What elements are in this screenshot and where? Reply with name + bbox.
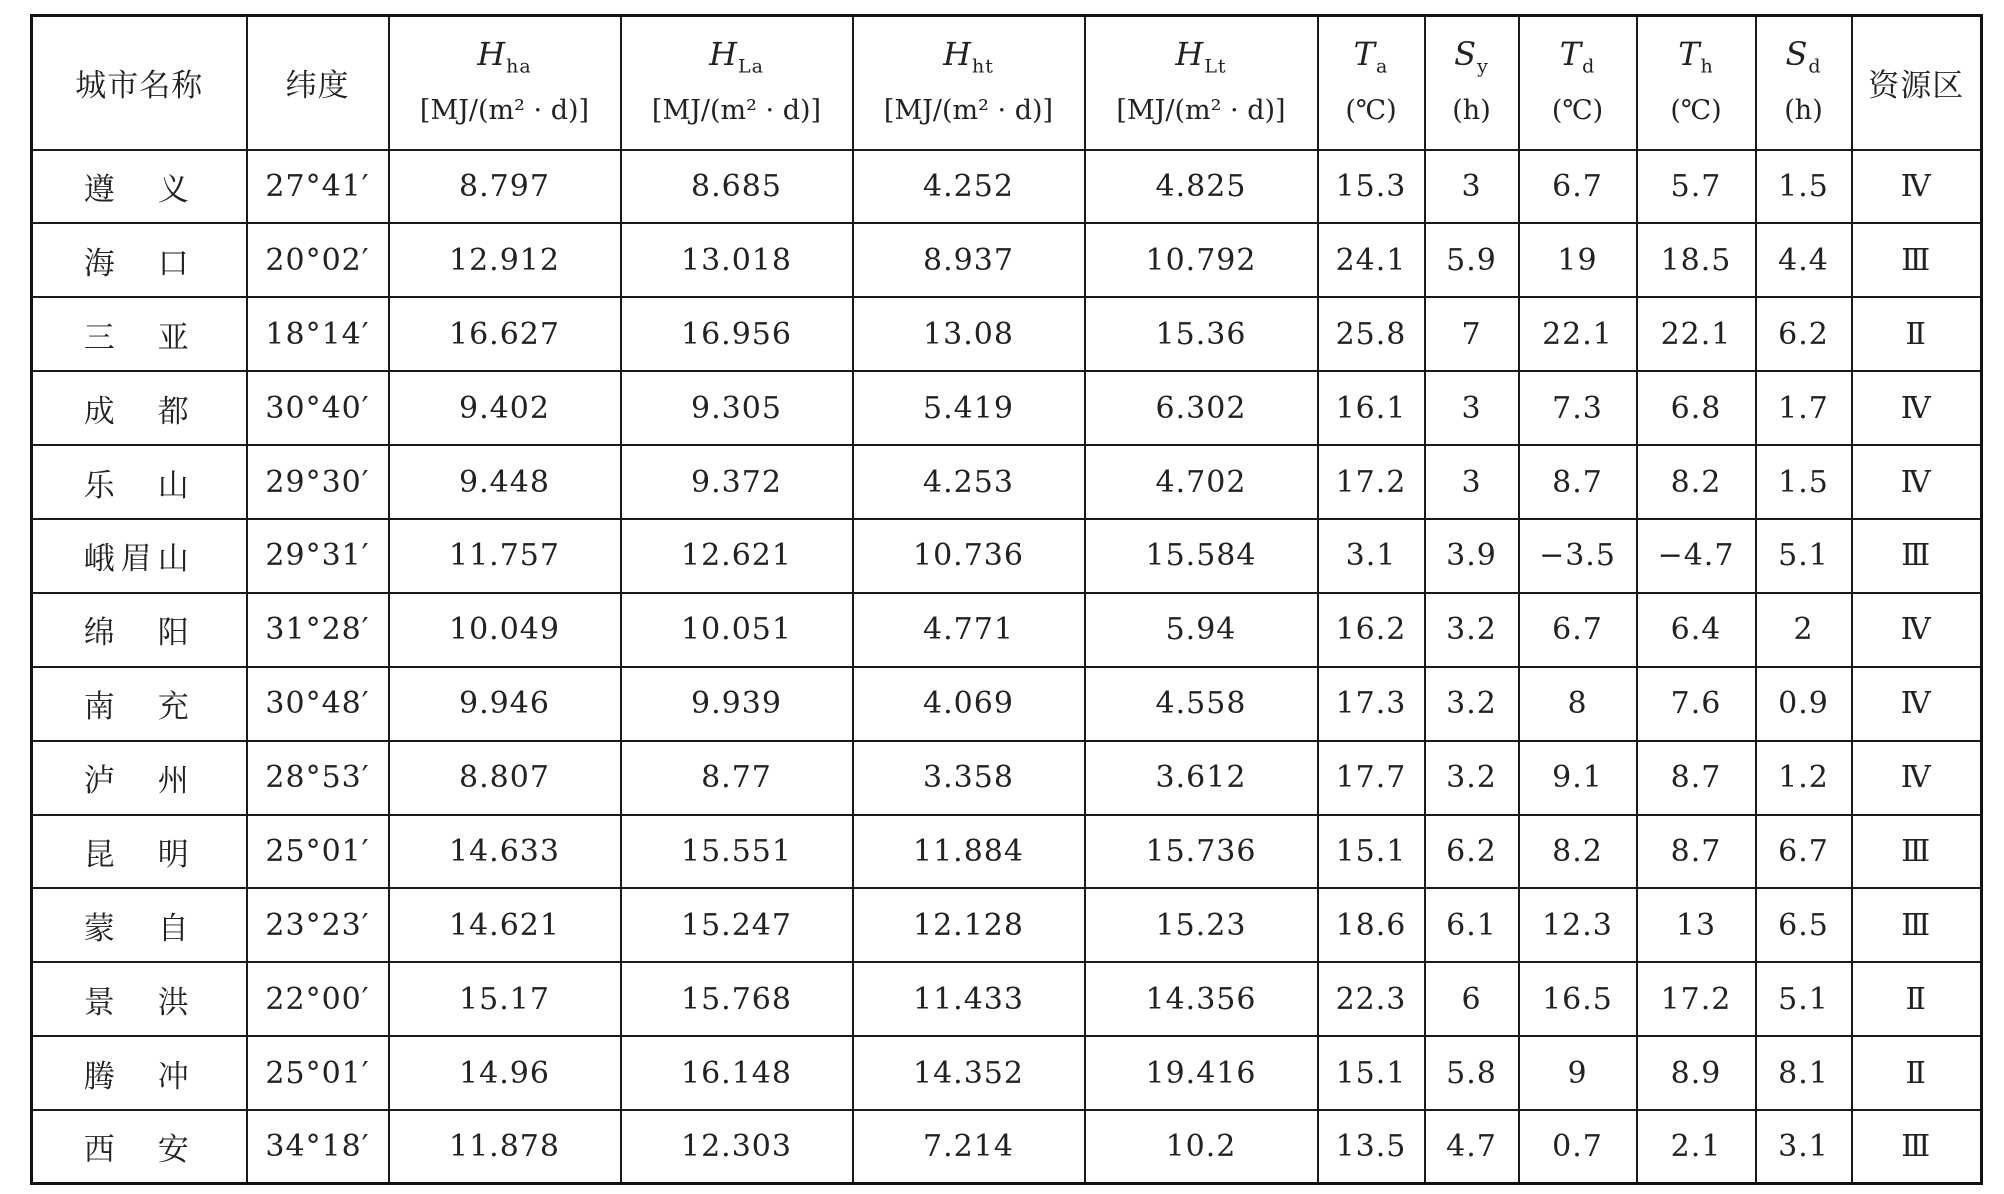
cell-zone: Ⅲ	[1852, 223, 1982, 297]
cell-h-la: 15.247	[621, 888, 853, 962]
table-body	[32, 150, 1982, 1184]
cell-h-ht: 4.771	[853, 593, 1085, 667]
cell-t-h: 22.1	[1637, 297, 1756, 371]
table-row	[32, 888, 1982, 962]
cell-city: 遵 义	[32, 150, 247, 224]
cell-h-ht: 11.433	[853, 962, 1085, 1036]
cell-t-a: 17.7	[1318, 741, 1425, 815]
cell-h-la: 15.551	[621, 815, 853, 889]
cell-h-ht: 5.419	[853, 371, 1085, 445]
cell-s-d: 1.2	[1756, 741, 1852, 815]
cell-t-a: 17.3	[1318, 667, 1425, 741]
cell-s-y: 5.9	[1425, 223, 1519, 297]
cell-zone: Ⅱ	[1852, 962, 1982, 1036]
cell-t-h: 18.5	[1637, 223, 1756, 297]
cell-h-lt: 15.736	[1085, 815, 1318, 889]
cell-s-y: 3	[1425, 445, 1519, 519]
cell-s-y: 3	[1425, 150, 1519, 224]
cell-s-y: 3.2	[1425, 667, 1519, 741]
cell-h-la: 16.148	[621, 1036, 853, 1110]
cell-s-d: 1.5	[1756, 150, 1852, 224]
cell-t-d: 6.7	[1519, 150, 1637, 224]
cell-h-lt: 14.356	[1085, 962, 1318, 1036]
cell-h-la: 9.305	[621, 371, 853, 445]
cell-s-d: 1.5	[1756, 445, 1852, 519]
cell-s-d: 5.1	[1756, 519, 1852, 593]
cell-h-lt: 15.584	[1085, 519, 1318, 593]
cell-city: 泸 州	[32, 741, 247, 815]
cell-h-la: 8.77	[621, 741, 853, 815]
cell-t-a: 15.1	[1318, 815, 1425, 889]
cell-h-lt: 5.94	[1085, 593, 1318, 667]
cell-t-h: 13	[1637, 888, 1756, 962]
cell-h-ha: 11.878	[389, 1110, 621, 1184]
cell-h-ht: 3.358	[853, 741, 1085, 815]
cell-t-a: 15.3	[1318, 150, 1425, 224]
cell-t-h: 8.7	[1637, 741, 1756, 815]
cell-t-d: 0.7	[1519, 1110, 1637, 1184]
cell-s-y: 6	[1425, 962, 1519, 1036]
cell-h-ht: 4.252	[853, 150, 1085, 224]
cell-t-d: 8	[1519, 667, 1637, 741]
table-row	[32, 1036, 1982, 1110]
cell-t-h: 8.2	[1637, 445, 1756, 519]
cell-zone: Ⅲ	[1852, 888, 1982, 962]
header-h-ha: $H_{ha}$ [MJ/(m² · d)]	[389, 16, 621, 150]
table-row	[32, 667, 1982, 741]
cell-t-d: 8.7	[1519, 445, 1637, 519]
cell-t-a: 15.1	[1318, 1036, 1425, 1110]
cell-s-y: 7	[1425, 297, 1519, 371]
cell-h-ha: 14.621	[389, 888, 621, 962]
cell-t-h: 2.1	[1637, 1110, 1756, 1184]
cell-h-lt: 15.23	[1085, 888, 1318, 962]
cell-city: 蒙 自	[32, 888, 247, 962]
cell-s-d: 8.1	[1756, 1036, 1852, 1110]
header-zone: 资源区	[1852, 16, 1982, 150]
cell-s-d: 6.7	[1756, 815, 1852, 889]
cell-zone: Ⅳ	[1852, 741, 1982, 815]
header-t-h: $T_h$ (℃)	[1637, 16, 1756, 150]
cell-h-ha: 16.627	[389, 297, 621, 371]
cell-zone: Ⅳ	[1852, 667, 1982, 741]
cell-zone: Ⅱ	[1852, 297, 1982, 371]
cell-city: 峨眉山	[32, 519, 247, 593]
cell-t-h: 6.8	[1637, 371, 1756, 445]
cell-h-lt: 15.36	[1085, 297, 1318, 371]
cell-s-d: 3.1	[1756, 1110, 1852, 1184]
cell-h-lt: 4.825	[1085, 150, 1318, 224]
cell-latitude: 27°41′	[247, 150, 389, 224]
cell-latitude: 30°48′	[247, 667, 389, 741]
cell-t-d: 8.2	[1519, 815, 1637, 889]
cell-h-ht: 14.352	[853, 1036, 1085, 1110]
cell-city: 绵 阳	[32, 593, 247, 667]
cell-h-ha: 9.448	[389, 445, 621, 519]
cell-s-d: 6.5	[1756, 888, 1852, 962]
cell-h-ht: 12.128	[853, 888, 1085, 962]
cell-h-lt: 10.792	[1085, 223, 1318, 297]
cell-t-h: 8.9	[1637, 1036, 1756, 1110]
header-row	[32, 16, 1982, 150]
cell-t-a: 3.1	[1318, 519, 1425, 593]
cell-zone: Ⅲ	[1852, 815, 1982, 889]
cell-latitude: 18°14′	[247, 297, 389, 371]
cell-h-ha: 8.797	[389, 150, 621, 224]
header-s-d: $S_d$ (h)	[1756, 16, 1852, 150]
cell-t-a: 17.2	[1318, 445, 1425, 519]
cell-h-la: 8.685	[621, 150, 853, 224]
cell-t-d: 22.1	[1519, 297, 1637, 371]
header-city: 城市名称	[32, 16, 247, 150]
cell-t-h: 17.2	[1637, 962, 1756, 1036]
cell-s-y: 3.2	[1425, 741, 1519, 815]
header-latitude: 纬度	[247, 16, 389, 150]
cell-latitude: 29°31′	[247, 519, 389, 593]
header-t-d: $T_d$ (℃)	[1519, 16, 1637, 150]
table-row	[32, 297, 1982, 371]
cell-t-a: 13.5	[1318, 1110, 1425, 1184]
header-t-a: $T_a$ (℃)	[1318, 16, 1425, 150]
table-row	[32, 593, 1982, 667]
cell-latitude: 34°18′	[247, 1110, 389, 1184]
cell-s-d: 1.7	[1756, 371, 1852, 445]
cell-latitude: 30°40′	[247, 371, 389, 445]
cell-s-y: 3.9	[1425, 519, 1519, 593]
table-row	[32, 223, 1982, 297]
cell-t-h: 7.6	[1637, 667, 1756, 741]
cell-h-lt: 4.558	[1085, 667, 1318, 741]
cell-h-la: 15.768	[621, 962, 853, 1036]
cell-city: 昆 明	[32, 815, 247, 889]
cell-city: 三 亚	[32, 297, 247, 371]
cell-t-d: 9	[1519, 1036, 1637, 1110]
table-row	[32, 815, 1982, 889]
cell-h-la: 10.051	[621, 593, 853, 667]
cell-h-la: 9.939	[621, 667, 853, 741]
cell-city: 乐 山	[32, 445, 247, 519]
cell-h-lt: 10.2	[1085, 1110, 1318, 1184]
table-row	[32, 371, 1982, 445]
cell-h-la: 12.303	[621, 1110, 853, 1184]
cell-city: 海 口	[32, 223, 247, 297]
cell-s-y: 4.7	[1425, 1110, 1519, 1184]
cell-h-la: 12.621	[621, 519, 853, 593]
cell-t-a: 18.6	[1318, 888, 1425, 962]
cell-h-ha: 8.807	[389, 741, 621, 815]
table-row	[32, 519, 1982, 593]
table-row	[32, 962, 1982, 1036]
cell-t-h: 8.7	[1637, 815, 1756, 889]
cell-h-ht: 4.253	[853, 445, 1085, 519]
cell-h-ht: 8.937	[853, 223, 1085, 297]
cell-h-lt: 4.702	[1085, 445, 1318, 519]
cell-t-a: 25.8	[1318, 297, 1425, 371]
cell-h-la: 9.372	[621, 445, 853, 519]
cell-city: 成 都	[32, 371, 247, 445]
cell-t-a: 24.1	[1318, 223, 1425, 297]
header-s-y: $S_y$ (h)	[1425, 16, 1519, 150]
cell-s-y: 6.2	[1425, 815, 1519, 889]
header-h-ht: $H_{ht}$ [MJ/(m² · d)]	[853, 16, 1085, 150]
cell-zone: Ⅳ	[1852, 371, 1982, 445]
cell-s-d: 5.1	[1756, 962, 1852, 1036]
cell-h-ht: 13.08	[853, 297, 1085, 371]
cell-t-a: 16.2	[1318, 593, 1425, 667]
cell-t-h: 5.7	[1637, 150, 1756, 224]
cell-h-ha: 15.17	[389, 962, 621, 1036]
cell-zone: Ⅳ	[1852, 445, 1982, 519]
table-row	[32, 150, 1982, 224]
table-row	[32, 445, 1982, 519]
cell-s-d: 6.2	[1756, 297, 1852, 371]
cell-t-d: 19	[1519, 223, 1637, 297]
cell-t-d: −3.5	[1519, 519, 1637, 593]
header-h-la: $H_{La}$ [MJ/(m² · d)]	[621, 16, 853, 150]
cell-zone: Ⅲ	[1852, 1110, 1982, 1184]
cell-t-d: 7.3	[1519, 371, 1637, 445]
cell-latitude: 22°00′	[247, 962, 389, 1036]
cell-h-ha: 10.049	[389, 593, 621, 667]
cell-h-ht: 7.214	[853, 1110, 1085, 1184]
cell-h-lt: 3.612	[1085, 741, 1318, 815]
cell-t-h: −4.7	[1637, 519, 1756, 593]
table-row	[32, 1110, 1982, 1184]
cell-t-d: 16.5	[1519, 962, 1637, 1036]
cell-zone: Ⅳ	[1852, 150, 1982, 224]
cell-s-y: 3.2	[1425, 593, 1519, 667]
cell-zone: Ⅲ	[1852, 519, 1982, 593]
cell-s-y: 6.1	[1425, 888, 1519, 962]
cell-h-lt: 6.302	[1085, 371, 1318, 445]
cell-t-a: 22.3	[1318, 962, 1425, 1036]
cell-city: 景 洪	[32, 962, 247, 1036]
cell-h-ha: 14.633	[389, 815, 621, 889]
cell-s-d: 4.4	[1756, 223, 1852, 297]
cell-h-ha: 9.402	[389, 371, 621, 445]
cell-h-ht: 11.884	[853, 815, 1085, 889]
cell-latitude: 25°01′	[247, 815, 389, 889]
cell-city: 腾 冲	[32, 1036, 247, 1110]
cell-s-d: 2	[1756, 593, 1852, 667]
cell-t-d: 12.3	[1519, 888, 1637, 962]
solar-resource-table	[30, 14, 1983, 1185]
cell-t-d: 9.1	[1519, 741, 1637, 815]
cell-city: 南 充	[32, 667, 247, 741]
cell-s-y: 5.8	[1425, 1036, 1519, 1110]
cell-latitude: 25°01′	[247, 1036, 389, 1110]
cell-h-ha: 11.757	[389, 519, 621, 593]
cell-h-la: 16.956	[621, 297, 853, 371]
cell-h-ht: 4.069	[853, 667, 1085, 741]
cell-s-d: 0.9	[1756, 667, 1852, 741]
cell-h-ht: 10.736	[853, 519, 1085, 593]
cell-zone: Ⅱ	[1852, 1036, 1982, 1110]
cell-t-h: 6.4	[1637, 593, 1756, 667]
cell-h-ha: 12.912	[389, 223, 621, 297]
cell-city: 西 安	[32, 1110, 247, 1184]
cell-h-lt: 19.416	[1085, 1036, 1318, 1110]
cell-latitude: 28°53′	[247, 741, 389, 815]
cell-latitude: 29°30′	[247, 445, 389, 519]
cell-h-ha: 9.946	[389, 667, 621, 741]
table-row	[32, 741, 1982, 815]
cell-h-la: 13.018	[621, 223, 853, 297]
cell-latitude: 20°02′	[247, 223, 389, 297]
cell-h-ha: 14.96	[389, 1036, 621, 1110]
cell-t-a: 16.1	[1318, 371, 1425, 445]
cell-latitude: 31°28′	[247, 593, 389, 667]
cell-t-d: 6.7	[1519, 593, 1637, 667]
cell-s-y: 3	[1425, 371, 1519, 445]
cell-latitude: 23°23′	[247, 888, 389, 962]
cell-zone: Ⅳ	[1852, 593, 1982, 667]
header-h-lt: $H_{Lt}$ [MJ/(m² · d)]	[1085, 16, 1318, 150]
table-container	[30, 14, 1980, 1185]
